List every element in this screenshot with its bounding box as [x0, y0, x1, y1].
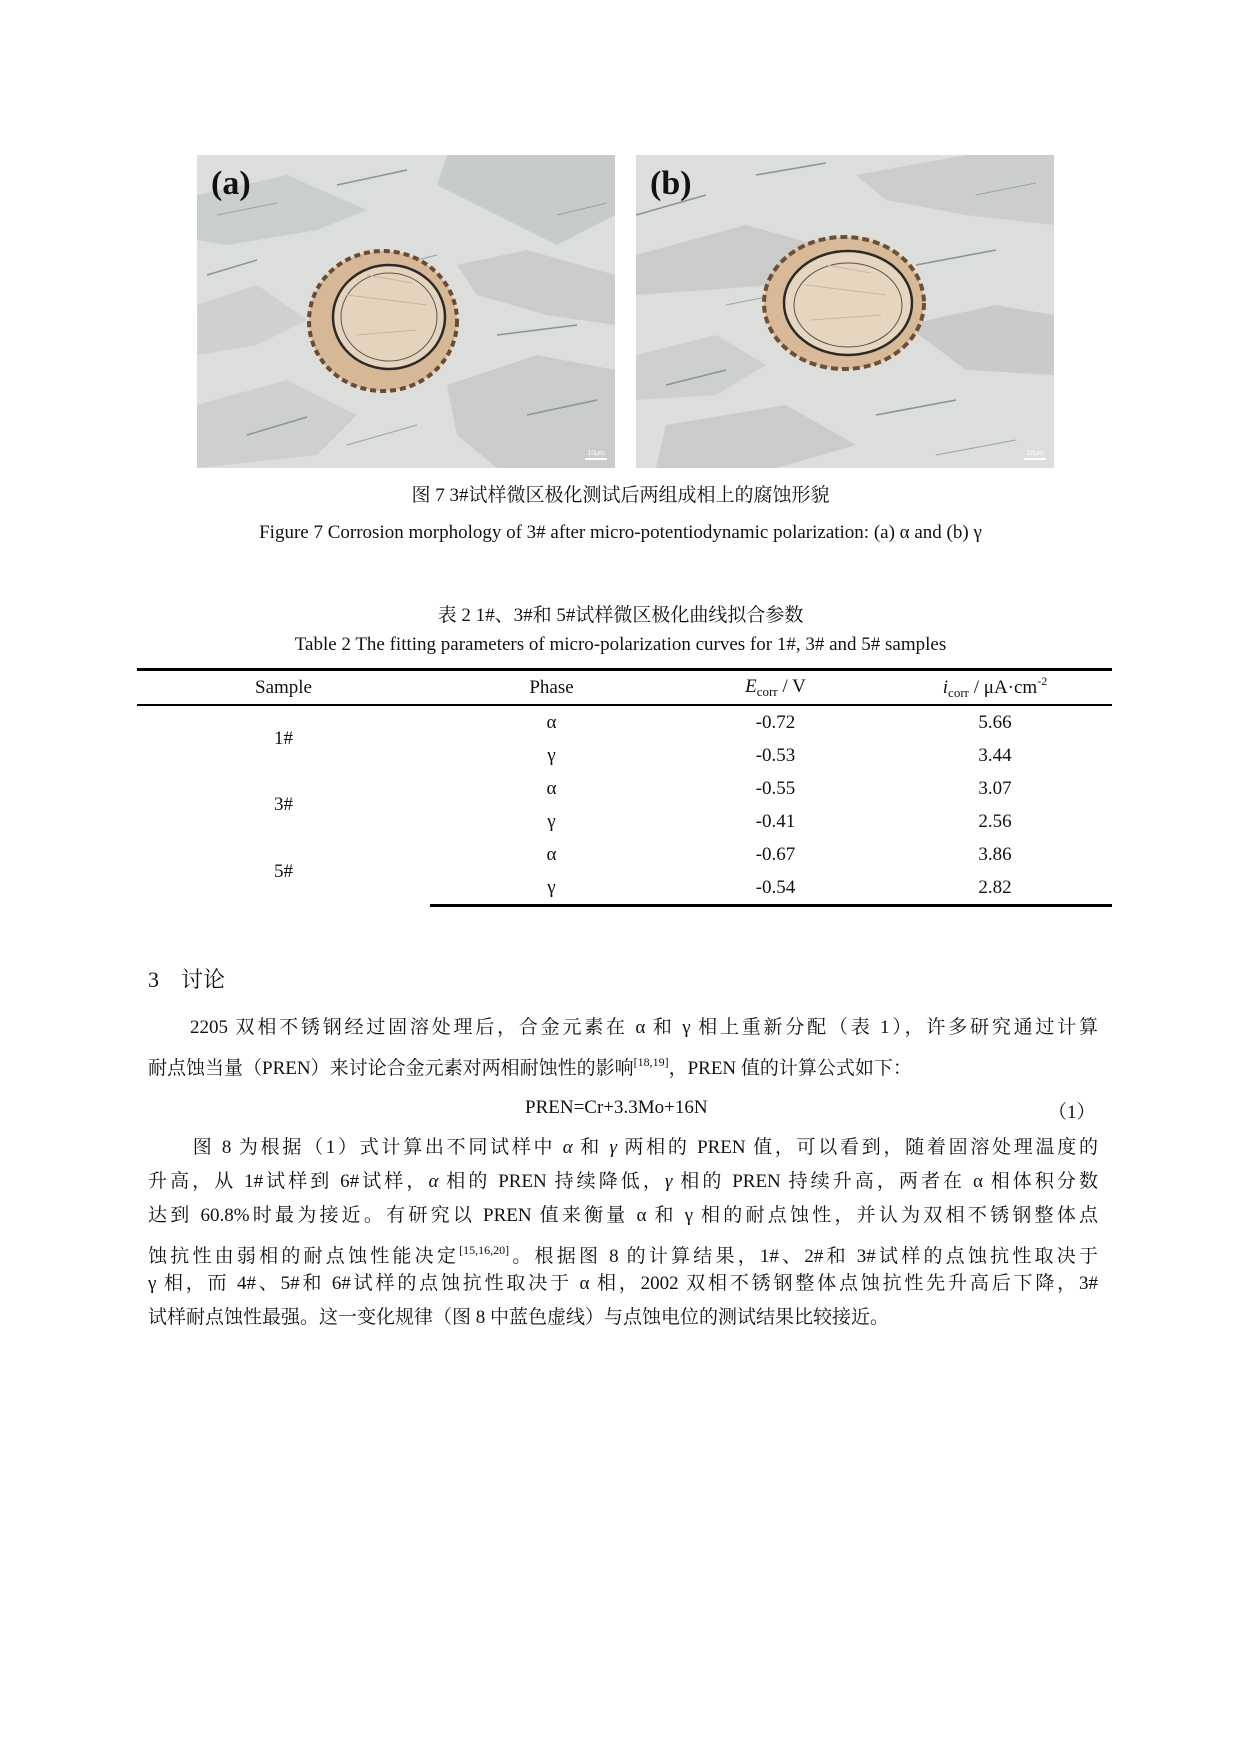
icorr-cell: 2.56 [978, 810, 1012, 832]
sample-cell: 1# [274, 728, 293, 749]
figure-caption-cn: 图 7 3#试样微区极化测试后两组成相上的腐蚀形貌 [411, 485, 830, 506]
icorr-cell: 5.66 [978, 711, 1012, 733]
paragraph-2-line-5: γ 相，而 4#、5#和 6#试样的点蚀抗性取决于 α 相，2002 双相不锈钢整体点蚀抗性先升高后下降，3# [148, 1273, 1098, 1294]
table-row [137, 838, 1112, 871]
figure-caption-en: Figure 7 Corrosion morphology of 3# after micro-potentiodynamic polarization: (a) α and (b) γ [259, 522, 982, 543]
fitting-parameters-table [137, 668, 1112, 907]
ecorr-cell: -0.54 [673, 871, 878, 906]
header-ecorr: $E_{corr}$ / V [673, 670, 878, 706]
ecorr-cell: -0.55 [755, 777, 796, 799]
header-phase: Phase [430, 670, 673, 706]
panel-label-a: (a) [211, 165, 251, 202]
table-title-cn: 表 2 1#、3#和 5#试样微区极化曲线拟合参数 [437, 605, 804, 626]
header-sample: Sample [137, 670, 430, 706]
figure-panel-a [197, 155, 615, 468]
table-row [137, 772, 1112, 805]
ecorr-cell: -0.53 [755, 744, 796, 766]
scale-bar-a: 10μm [585, 450, 607, 460]
paragraph-2-line-4: 蚀抗性由弱相的耐点蚀性能决定[15,16,20]。根据图 8 的计算结果，1#、2#和 3#试样的点蚀抗性取决于 [148, 1243, 1098, 1267]
section-heading: 3 讨论 [148, 967, 226, 992]
phase-cell: γ [547, 810, 556, 832]
paragraph-2-line-1: 图 8 为根据（1）式计算出不同试样中 α 和 γ 两相的 PREN 值，可以看到，随着固溶处理温度的 [190, 1137, 1098, 1158]
scale-bar-b: 10μm [1024, 450, 1046, 460]
micrograph-b [636, 155, 1054, 468]
sample-cell: 5# [274, 860, 293, 882]
icorr-cell: 3.86 [978, 843, 1012, 865]
panel-label-b: (b) [650, 165, 692, 202]
paragraph-1-line-2: 耐点蚀当量（PREN）来讨论合金元素对两相耐蚀性的影响[18,19]，PREN 值的计算公式如下： [148, 1055, 912, 1079]
table-title-en: Table 2 The fitting parameters of micro-polarization curves for 1#, 3# and 5# samples [294, 634, 947, 655]
equation-number: （1） [1048, 1102, 1096, 1123]
micrograph-a [197, 155, 615, 468]
table-row [137, 705, 1112, 739]
equation-text: PREN=Cr+3.3Mo+16N [525, 1097, 708, 1118]
sample-cell: 3# [274, 794, 293, 815]
table-header-row [137, 670, 1112, 706]
icorr-cell: 3.07 [978, 777, 1012, 799]
phase-cell: α [546, 777, 557, 799]
paragraph-2-line-6: 试样耐点蚀性最强。这一变化规律（图 8 中蓝色虚线）与点蚀电位的测试结果比较接近。 [148, 1307, 890, 1328]
ecorr-cell: -0.67 [755, 843, 796, 865]
ecorr-cell: -0.72 [755, 711, 796, 733]
header-icorr: $i_{corr} / \mu A\cdot cm^{-2}$ [878, 670, 1112, 706]
paragraph-2-line-3: 达到 60.8%时最为接近。有研究以 PREN 值来衡量 α 和 γ 相的耐点蚀性，并认为双相不锈钢整体点 [148, 1205, 1098, 1226]
figure-panel-b [636, 155, 1054, 468]
icorr-cell: 3.44 [978, 744, 1012, 766]
phase-cell: γ [547, 744, 556, 766]
phase-cell: α [546, 843, 557, 865]
paragraph-2-line-2: 升高，从 1#试样到 6#试样，α 相的 PREN 持续降低，γ 相的 PREN 持续升高，两者在 α 相体积分数 [148, 1171, 1098, 1192]
paragraph-1-line-1: 2205 双相不锈钢经过固溶处理后，合金元素在 α 和 γ 相上重新分配（表 1），许多研究通过计算 [190, 1017, 1098, 1038]
phase-cell: γ [430, 871, 673, 906]
ecorr-cell: -0.41 [755, 810, 796, 832]
icorr-cell: 2.82 [878, 871, 1112, 906]
phase-cell: α [546, 711, 557, 733]
